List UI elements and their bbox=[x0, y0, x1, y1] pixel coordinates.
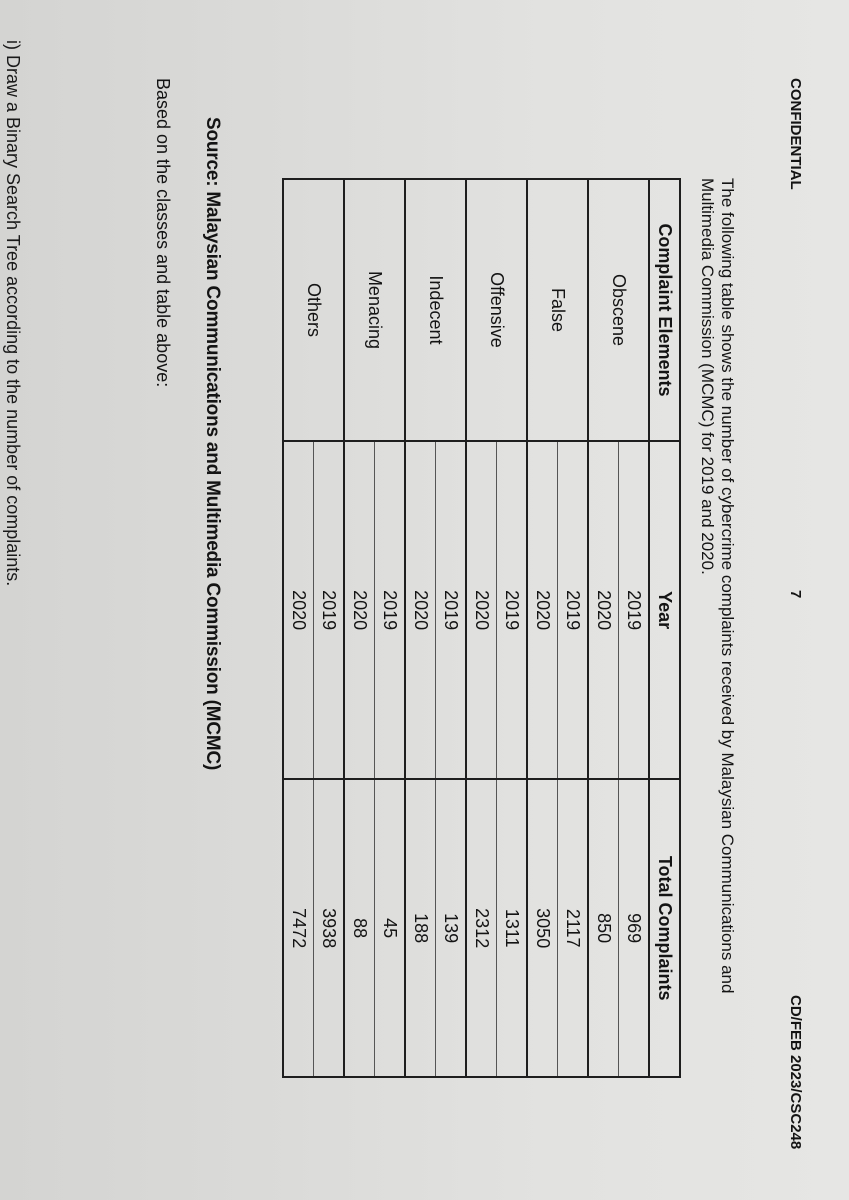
year-cell: 2019 bbox=[619, 441, 650, 779]
year-cell: 2020 bbox=[527, 441, 558, 779]
complaint-element-cell: Others bbox=[283, 179, 344, 441]
year-cell: 2019 bbox=[314, 441, 345, 779]
total-cell: 2312 bbox=[466, 779, 497, 1077]
total-cell: 3938 bbox=[314, 779, 345, 1077]
question-line: i) Draw a Binary Search Tree according to the number of complaints. bbox=[3, 40, 23, 587]
table-row bbox=[619, 179, 650, 1077]
year-cell: 2020 bbox=[466, 441, 497, 779]
total-cell: 45 bbox=[375, 779, 406, 1077]
header-year: Year bbox=[649, 441, 680, 779]
header-complaint-elements: Complaint Elements bbox=[649, 179, 680, 441]
table-header-row bbox=[649, 179, 680, 1077]
complaint-element-cell: Obscene bbox=[588, 179, 649, 441]
table-row bbox=[375, 179, 406, 1077]
year-cell: 2020 bbox=[588, 441, 619, 779]
page-number: 7 bbox=[787, 590, 804, 599]
header-total-complaints: Total Complaints bbox=[649, 779, 680, 1077]
intro-paragraph: The following table shows the number of cybercrime complaints received by Malaysian Communications and Multimedia Commission (MCMC) for 2019 and 2020. bbox=[698, 178, 737, 994]
year-cell: 2019 bbox=[558, 441, 589, 779]
course-code: CD/FEB 2023/CSC248 bbox=[787, 995, 804, 1150]
table-source: Source: Malaysian Communications and Multimedia Commission (MCMC) bbox=[202, 117, 223, 771]
year-cell: 2020 bbox=[405, 441, 436, 779]
total-cell: 969 bbox=[619, 779, 650, 1077]
table-row bbox=[497, 179, 528, 1077]
year-cell: 2020 bbox=[344, 441, 375, 779]
total-cell: 2117 bbox=[558, 779, 589, 1077]
complaint-element-cell: False bbox=[527, 179, 588, 441]
complaints-table bbox=[282, 178, 681, 1078]
confidential-label: CONFIDENTIAL bbox=[787, 78, 804, 190]
total-cell: 3050 bbox=[527, 779, 558, 1077]
year-cell: 2020 bbox=[283, 441, 314, 779]
table-row bbox=[314, 179, 345, 1077]
complaint-element-cell: Menacing bbox=[344, 179, 405, 441]
total-cell: 850 bbox=[588, 779, 619, 1077]
complaint-element-cell: Offensive bbox=[466, 179, 527, 441]
table-row bbox=[436, 179, 467, 1077]
complaint-element-cell: Indecent bbox=[405, 179, 466, 441]
total-cell: 1311 bbox=[497, 779, 528, 1077]
year-cell: 2019 bbox=[375, 441, 406, 779]
table-row bbox=[558, 179, 589, 1077]
instruction-text: Based on the classes and table above: bbox=[153, 78, 173, 388]
year-cell: 2019 bbox=[497, 441, 528, 779]
total-cell: 88 bbox=[344, 779, 375, 1077]
total-cell: 188 bbox=[405, 779, 436, 1077]
total-cell: 7472 bbox=[283, 779, 314, 1077]
total-cell: 139 bbox=[436, 779, 467, 1077]
year-cell: 2019 bbox=[436, 441, 467, 779]
